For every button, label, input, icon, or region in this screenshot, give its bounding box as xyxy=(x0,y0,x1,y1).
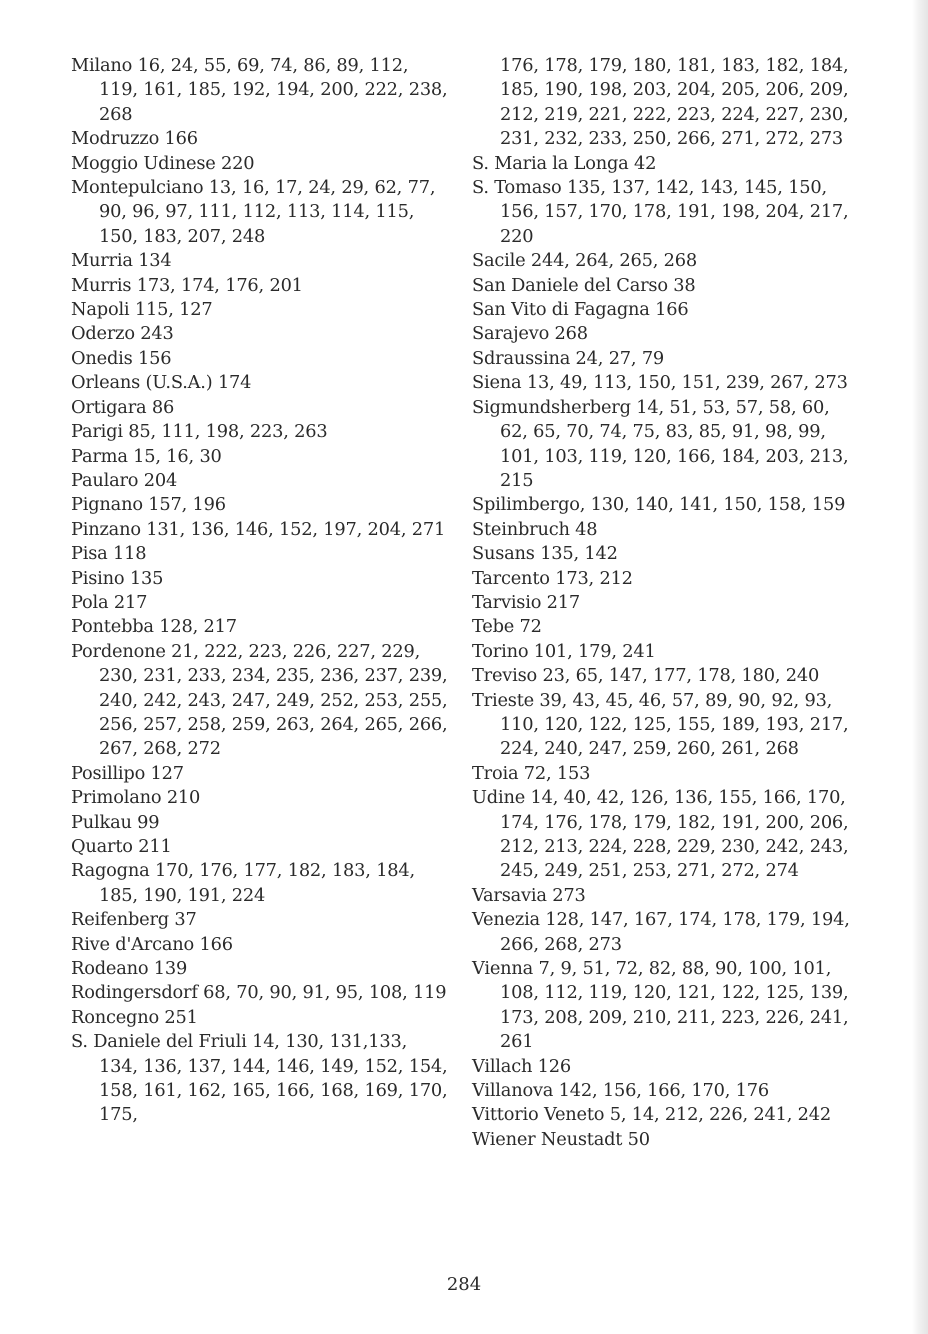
index-entry: Rive d'Arcano 166 xyxy=(71,933,233,955)
index-entry: Pulkau 99 xyxy=(71,811,160,833)
index-entry: Modruzzo 166 xyxy=(71,128,198,150)
index-entry: Murria 134 xyxy=(71,250,172,272)
index-entry: S. Daniele del Friuli 14, 130, 131,133, 134, 136, 137, 144, 146, 149, 152, 154, 158, 161, 162, 165, 166, 168, 169, 170, 175, xyxy=(71,1031,448,1126)
index-entry-continuation: 176, 178, 179, 180, 181, 183, 182, 184, 185, 190, 198, 203, 204, 205, 206, 209, 212, 219, 221, 222, 223, 224, 227, 230, 231, 232, 233, 250, 266, 271, 272, 273 xyxy=(500,55,849,150)
index-entry: Rodeano 139 xyxy=(71,958,188,980)
index-entry: San Vito di Fagagna 166 xyxy=(472,299,689,321)
index-entry: Pola 217 xyxy=(71,591,148,613)
index-entry: Varsavia 273 xyxy=(472,884,586,906)
index-entry: Udine 14, 40, 42, 126, 136, 155, 166, 170, 174, 176, 178, 179, 182, 191, 200, 206, 212, 213, 224, 228, 229, 230, 242, 243, 245, 249, 251, 253, 271, 272, 274 xyxy=(472,787,849,882)
index-entry: Napoli 115, 127 xyxy=(71,299,213,321)
index-entry: S. Tomaso 135, 137, 142, 143, 145, 150, 156, 157, 170, 178, 191, 198, 204, 217, 220 xyxy=(472,177,849,247)
index-entry: Vienna 7, 9, 51, 72, 82, 88, 90, 100, 101, 108, 112, 119, 120, 121, 122, 125, 139, 173, 208, 209, 210, 211, 223, 226, 241, 261 xyxy=(472,958,849,1053)
index-column-left xyxy=(71,54,451,1128)
index-entry: Quarto 211 xyxy=(71,836,172,857)
index-entry: Torino 101, 179, 241 xyxy=(472,640,656,662)
index-entry: Wiener Neustadt 50 xyxy=(472,1128,650,1150)
index-entry: Montepulciano 13, 16, 17, 24, 29, 62, 77, 90, 96, 97, 111, 112, 113, 114, 115, 150, 183, 207, 248 xyxy=(71,177,436,247)
index-entry: Posillipo 127 xyxy=(71,762,184,784)
index-entry: Oderzo 243 xyxy=(71,323,174,345)
index-entry: Vittorio Veneto 5, 14, 212, 226, 241, 242 xyxy=(472,1104,831,1126)
index-entry: Tarvisio 217 xyxy=(472,591,581,613)
index-entry: Siena 13, 49, 113, 150, 151, 239, 267, 273 xyxy=(472,372,848,394)
index-entry: Tarcento 173, 212 xyxy=(472,567,633,589)
index-entry: Sigmundsherberg 14, 51, 53, 57, 58, 60, 62, 65, 70, 74, 75, 83, 85, 91, 98, 99, 101, 103, 119, 120, 166, 184, 203, 213, 215 xyxy=(472,396,849,491)
index-entry: Spilimbergo, 130, 140, 141, 150, 158, 159 xyxy=(472,494,846,516)
index-entry: San Daniele del Carso 38 xyxy=(472,274,696,296)
index-entry: Pordenone 21, 222, 223, 226, 227, 229, 230, 231, 233, 234, 235, 236, 237, 239, 240, 242, 243, 247, 249, 252, 253, 255, 256, 257, 258, 259, 263, 264, 265, 266, 267, 268, 272 xyxy=(71,640,448,760)
index-entry: Reifenberg 37 xyxy=(71,909,197,931)
index-entry: Orleans (U.S.A.) 174 xyxy=(71,372,252,394)
index-entry: Paularo 204 xyxy=(71,469,178,491)
index-entry: Villanova 142, 156, 166, 170, 176 xyxy=(472,1080,769,1102)
index-entry: S. Maria la Longa 42 xyxy=(472,152,657,174)
index-entry: Moggio Udinese 220 xyxy=(71,152,255,174)
index-entry: Onedis 156 xyxy=(71,347,172,369)
index-entry: Milano 16, 24, 55, 69, 74, 86, 89, 112, 119, 161, 185, 192, 194, 200, 222, 238, 268 xyxy=(71,55,448,125)
index-entry: Murris 173, 174, 176, 201 xyxy=(71,274,303,296)
index-entry: Pisa 118 xyxy=(71,543,147,565)
index-entry: Susans 135, 142 xyxy=(472,543,618,565)
index-entry: Pisino 135 xyxy=(71,567,164,589)
index-entry: Parma 15, 16, 30 xyxy=(71,445,222,467)
index-column-right xyxy=(472,54,852,1152)
index-entry: Trieste 39, 43, 45, 46, 57, 89, 90, 92, 93, 110, 120, 122, 125, 155, 189, 193, 217, 224, 240, 247, 259, 260, 261, 268 xyxy=(472,689,849,760)
index-entry: Sacile 244, 264, 265, 268 xyxy=(472,250,697,272)
index-entry: Pontebba 128, 217 xyxy=(71,616,237,638)
index-entry: Ragogna 170, 176, 177, 182, 183, 184, 185, 190, 191, 224 xyxy=(71,860,415,906)
index-entry: Roncegno 251 xyxy=(71,1006,198,1028)
index-entry: Parigi 85, 111, 198, 223, 263 xyxy=(71,421,328,443)
index-entry: Tebe 72 xyxy=(472,616,542,638)
page-number: 284 xyxy=(446,1274,482,1295)
index-entry: Pinzano 131, 136, 146, 152, 197, 204, 271 xyxy=(71,518,446,540)
page-edge-shadow xyxy=(912,0,928,1334)
index-entry: Treviso 23, 65, 147, 177, 178, 180, 240 xyxy=(472,665,820,687)
index-entry: Venezia 128, 147, 167, 174, 178, 179, 194, 266, 268, 273 xyxy=(472,909,850,955)
index-entry: Rodingersdorf 68, 70, 90, 91, 95, 108, 119 xyxy=(71,982,447,1004)
index-entry: Troia 72, 153 xyxy=(472,762,591,784)
index-entry: Steinbruch 48 xyxy=(472,518,598,540)
index-entry: Sdraussina 24, 27, 79 xyxy=(472,347,665,369)
index-entry: Ortigara 86 xyxy=(71,396,175,418)
index-entry: Primolano 210 xyxy=(71,787,201,809)
index-entry: Sarajevo 268 xyxy=(472,323,588,345)
index-entry: Pignano 157, 196 xyxy=(71,494,226,516)
index-entry: Villach 126 xyxy=(472,1055,571,1077)
